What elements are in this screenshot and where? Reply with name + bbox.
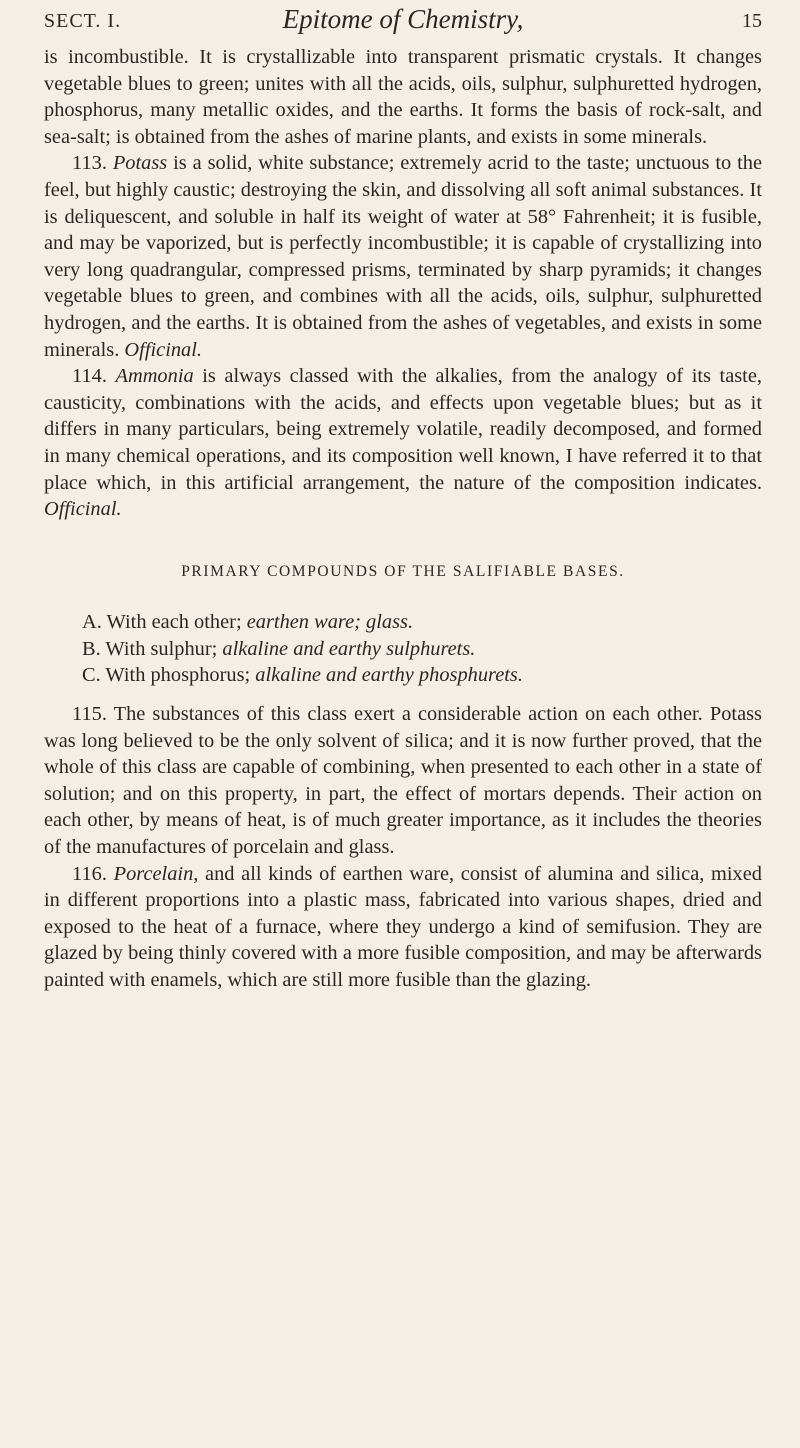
paragraph-113: 113. Potass is a solid, white substance; extremely acrid to the taste; unctuous to the feel, but highly caustic; destroying the skin, and dissolving all soft animal substances. It is deliquescent, and soluble in half its weight of water at 58° Fahrenheit; it is fusible, and may be vaporized, but is perfectly incombustible; it is capable of crystallizing into very long quadrangular, compressed prisms, terminated by sharp pyramids; it changes vegetable blues to green, and combines with all the acids, oils, sulphur, sulphuretted hydrogen, and the earths. It is obtained from the ashes of vegetables, and exists in some minerals. Officinal. [44,152,762,361]
paragraph-number: 115. [72,703,107,726]
paragraph-number: 113. [72,152,107,175]
paragraph-term: Ammonia [115,365,194,388]
paragraph-116: 116. Porcelain, and all kinds of earthen ware, consist of alumina and silica, mixed in different proportions into a plastic mass, fabricated into various shapes, dried and exposed to the heat of a furnace, where they undergo a kind of semifusion. They are glazed by being thinly covered with a more fusible composition, and may be afterwards painted with enamels, which are still more fusible than the glazing. [44,862,762,991]
spacer [44,689,762,701]
officinal-note: Officinal. [124,338,203,361]
list-item: C. With phosphorus; alkaline and earthy phosphurets. [82,664,523,687]
compounds-list [54,609,762,689]
paragraph-number: 116. [72,862,107,885]
paragraph-number: 114. [72,365,107,388]
running-title: Epitome of Chemistry, [282,4,524,34]
list-item: B. With sulphur; alkaline and earthy sulphurets. [82,637,476,660]
page-body [44,44,762,994]
section-label: SECT. I. [44,10,122,32]
paragraph-114: 114. Ammonia is always classed with the alkalies, from the analogy of its taste, causticity, combinations with the acids, and effects upon vegetable blues; but as it differs in many particulars, being extremely volatile, readily decomposed, and formed in many chemical operations, and its composition well known, I have referred it to that place which, in this artificial arrangement, the nature of the composition indicates. Officinal. [44,365,762,521]
officinal-note: Officinal. [44,498,122,521]
paragraph-112-continued: is incombustible. It is crystallizable into transparent prismatic crystals. It changes vegetable blues to green; unites with all the acids, oils, sulphur, sulphuretted hydrogen, phosphorus, many metallic oxides, and the earths. It forms the basis of rock-salt, and sea-salt; is obtained from the ashes of marine plants, and exists in some minerals. [44,46,762,148]
page-number: 15 [742,10,762,32]
running-header [44,0,762,44]
paragraph-115: 115. The substances of this class exert a considerable action on each other. Potass was long believed to be the only solvent of silica; and it is now further proved, that the whole of this class are capable of combining, when presented to each other in a state of solution; and on this property, in part, the effect of mortars depends. Their action on each other, by means of heat, is of much greater importance, as it includes the theories of the manufactures of porcelain and glass. [44,703,762,859]
list-item: A. With each other; earthen ware; glass. [82,611,414,634]
section-caption: PRIMARY COMPOUNDS OF THE SALIFIABLE BASES. [181,562,625,580]
paragraph-term: Porcelain, [113,862,199,885]
paragraph-term: Potass [112,152,168,175]
